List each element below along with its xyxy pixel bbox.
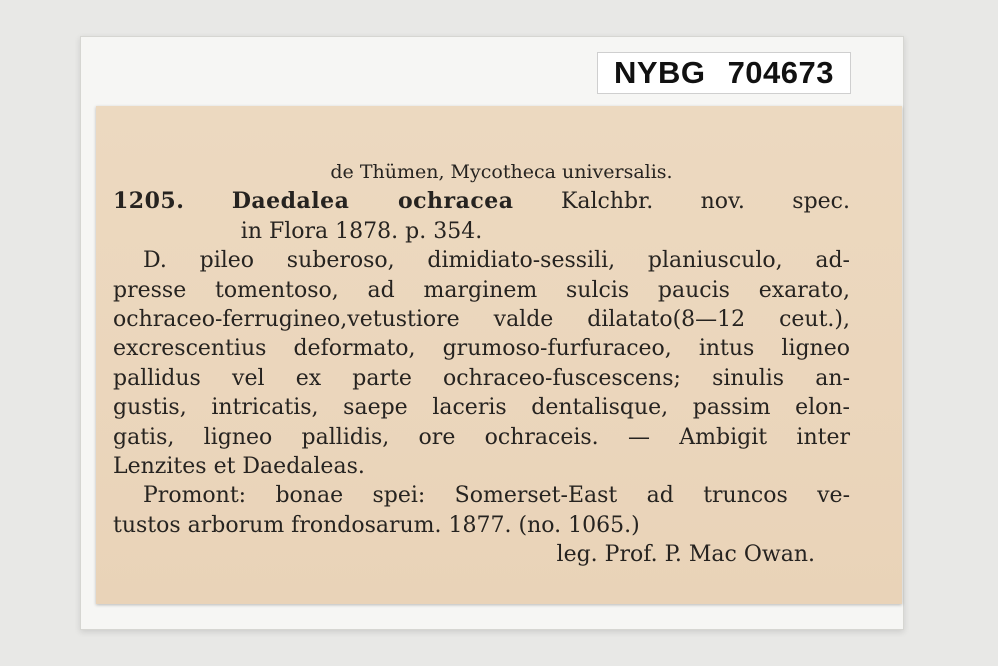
description-line: ochraceo-ferrugineo,vetustiore valde dilatato(8—12 ceut.), [113, 307, 850, 333]
species-name: Daedalea ochracea [231, 188, 514, 215]
barcode-label [597, 52, 851, 94]
description-line: presse tomentoso, ad marginem sulcis paucis exarato, [113, 277, 850, 303]
description-line: gatis, ligneo pallidis, ore ochraceis. — Ambigit inter [113, 424, 850, 450]
description-line: gustis, intricatis, saepe laceris dentalisque, passim elon- [113, 395, 850, 421]
description-line: excrescentius deformato, grumoso-furfuraceo, intus ligneo [113, 336, 850, 362]
collector: leg. Prof. P. Mac Owan. [556, 542, 815, 568]
barcode-institution: NYBG [613, 55, 706, 90]
species-line [113, 187, 850, 216]
label-header: de Thümen, Mycotheca universalis. [330, 161, 673, 183]
description-line: D. pileo suberoso, dimidiato-sessili, planiusculo, ad- [143, 248, 850, 274]
description-line: Lenzites et Daedaleas. [113, 454, 365, 480]
exsiccata-number: 1205. [113, 188, 185, 215]
label-text [113, 158, 850, 570]
barcode-number: 704673 [727, 55, 835, 90]
citation: in Flora 1878. p. 354. [240, 218, 483, 244]
description-line: pallidus vel ex parte ochraceo-fuscescens; sinulis an- [113, 365, 850, 391]
species-author: Kalchbr. nov. spec. [560, 189, 850, 215]
locality-line: tustos arborum frondosarum. 1877. (no. 1065.) [113, 512, 640, 538]
locality-line: Promont: bonae spei: Somerset-East ad truncos ve- [143, 483, 850, 509]
